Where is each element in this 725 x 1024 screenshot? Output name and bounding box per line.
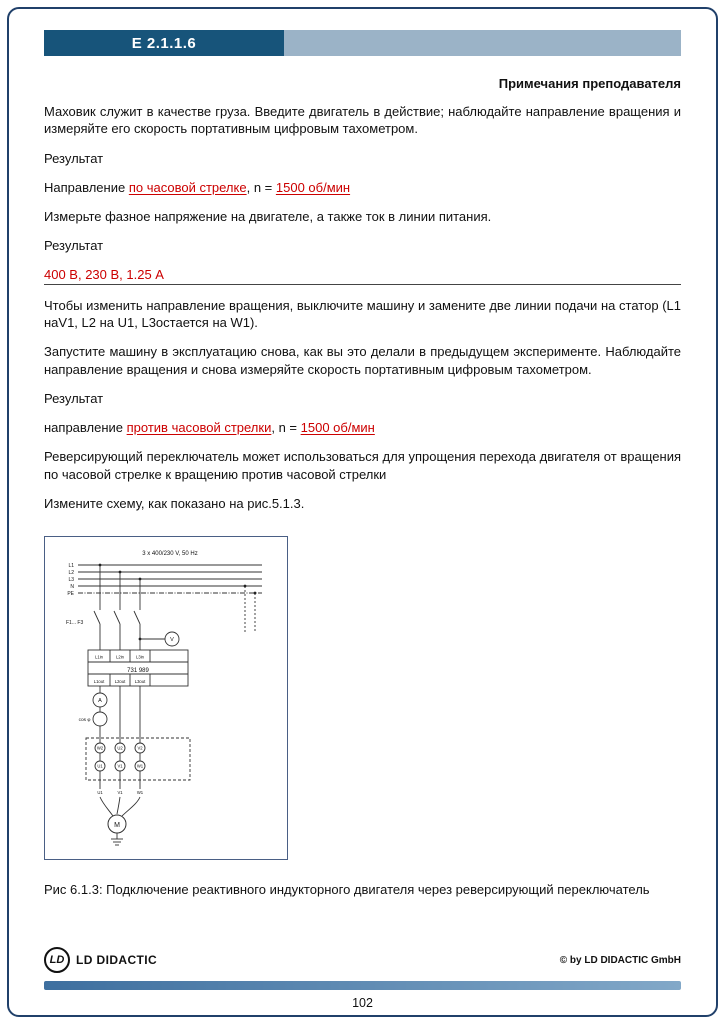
page-footer xyxy=(44,947,681,1010)
result3-prefix: направление xyxy=(44,420,127,436)
page-title: Примечания преподавателя xyxy=(498,76,681,91)
paragraph-reversing-switch: Реверсирующий переключатель может использоваться для упрощения перехода двигателя от вращения по часовой стрелке к вращению против часовой стрелки xyxy=(44,449,681,482)
cosphi-label: cos φ xyxy=(78,718,91,724)
copyright-text: © by LD DIDACTIC GmbH xyxy=(559,954,681,966)
result1-direction-value: по часовой стрелке xyxy=(128,179,247,195)
supply-label: 3 x 400/230 V, 50 Hz xyxy=(142,551,198,558)
answer-line-voltage-current xyxy=(44,267,681,285)
in-terminal-2: L2in xyxy=(116,654,124,660)
paragraph-measure-voltage: Измерьте фазное напряжение на двигателе, а также ток в линии питания. xyxy=(44,209,492,225)
ld-didactic-logo xyxy=(44,947,157,973)
result1-speed-value: 1500 об/мин xyxy=(275,179,351,195)
header-accent-bar xyxy=(284,30,681,56)
paragraph-restart-machine: Запустите машину в эксплуатацию снова, как вы это делали в предыдущем эксперименте. Наблюдайте направление вращения и снова измеряйте скорость портативным цифровым тахометром. xyxy=(44,344,681,377)
in-terminal-1: L1in xyxy=(95,654,103,660)
paragraph-change-circuit: Измените схему, как показано на рис.5.1.3. xyxy=(44,495,305,511)
terminal-u2: U2 xyxy=(117,745,123,751)
bus-label-n: N xyxy=(70,584,74,591)
cosphi-meter-icon xyxy=(93,712,107,726)
fuse-label: F1... F3 xyxy=(66,620,84,627)
result-line-direction-ccw xyxy=(44,419,681,436)
terminal-w2: W2 xyxy=(96,745,104,751)
motor-label: M xyxy=(114,822,120,830)
result-label-1: Результат xyxy=(44,150,104,166)
cable-label-w1: W1 xyxy=(136,790,144,796)
cable-label-u1: U1 xyxy=(97,790,103,796)
terminal-v1: V1 xyxy=(117,763,123,769)
ld-logo-icon: LD xyxy=(44,947,70,973)
footer-accent-bar xyxy=(44,981,681,990)
figure-caption: Рис 6.1.3: Подключение реактивного индукторного двигателя через реверсирующий переключатель xyxy=(44,882,650,898)
result1-prefix: Направление xyxy=(44,179,129,195)
answer-values: 400 В, 230 В, 1.25 А xyxy=(44,266,164,282)
wiring-lines xyxy=(78,565,262,816)
bus-label-l1: L1 xyxy=(68,563,74,570)
header-code-bar xyxy=(44,30,284,56)
result3-mid: , n = xyxy=(271,420,301,436)
connection-dots xyxy=(99,564,257,644)
circuit-diagram-svg xyxy=(52,544,280,850)
terminal-w1: W1 xyxy=(136,763,144,769)
out-terminal-3: L3out xyxy=(134,679,146,685)
logo-text: LD DIDACTIC xyxy=(76,953,158,967)
paragraph-change-direction: Чтобы изменить направление вращения, выключите машину и замените две линии подачи на статор (L1 наV1, L2 на U1, L3остается на W1). xyxy=(44,297,681,330)
page-content xyxy=(44,76,681,897)
ammeter-label: A xyxy=(98,698,102,705)
voltmeter-label: V xyxy=(170,637,174,644)
cable-label-v1: V1 xyxy=(117,790,123,796)
result-label-2: Результат xyxy=(44,238,104,254)
experiment-code: E 2.1.1.6 xyxy=(131,34,197,52)
header-bar xyxy=(44,30,681,56)
result-label-3: Результат xyxy=(44,390,104,406)
bus-label-l2: L2 xyxy=(68,570,74,577)
page-number: 102 xyxy=(352,996,373,1010)
result-line-direction-cw xyxy=(44,179,681,196)
bus-label-l3: L3 xyxy=(68,577,74,584)
ground-icon xyxy=(111,833,123,845)
result1-mid: , n = xyxy=(246,179,276,195)
result3-direction-value: против часовой стрелки xyxy=(126,420,272,436)
out-terminal-1: L1out xyxy=(93,679,105,685)
paragraph-flywheel: Маховик служит в качестве груза. Введите двигатель в действие; наблюдайте направление вращения и измеряйте его скорость портативным цифровым тахометром. xyxy=(44,104,681,137)
in-terminal-3: L3in xyxy=(136,654,144,660)
circuit-figure xyxy=(44,536,288,860)
terminal-u1: U1 xyxy=(97,763,103,769)
device-number: 731 989 xyxy=(127,668,149,675)
result3-speed-value: 1500 об/мин xyxy=(300,420,375,436)
terminal-v2: V2 xyxy=(137,745,143,751)
bus-label-pe: PE xyxy=(67,591,74,598)
out-terminal-2: L2out xyxy=(114,679,126,685)
